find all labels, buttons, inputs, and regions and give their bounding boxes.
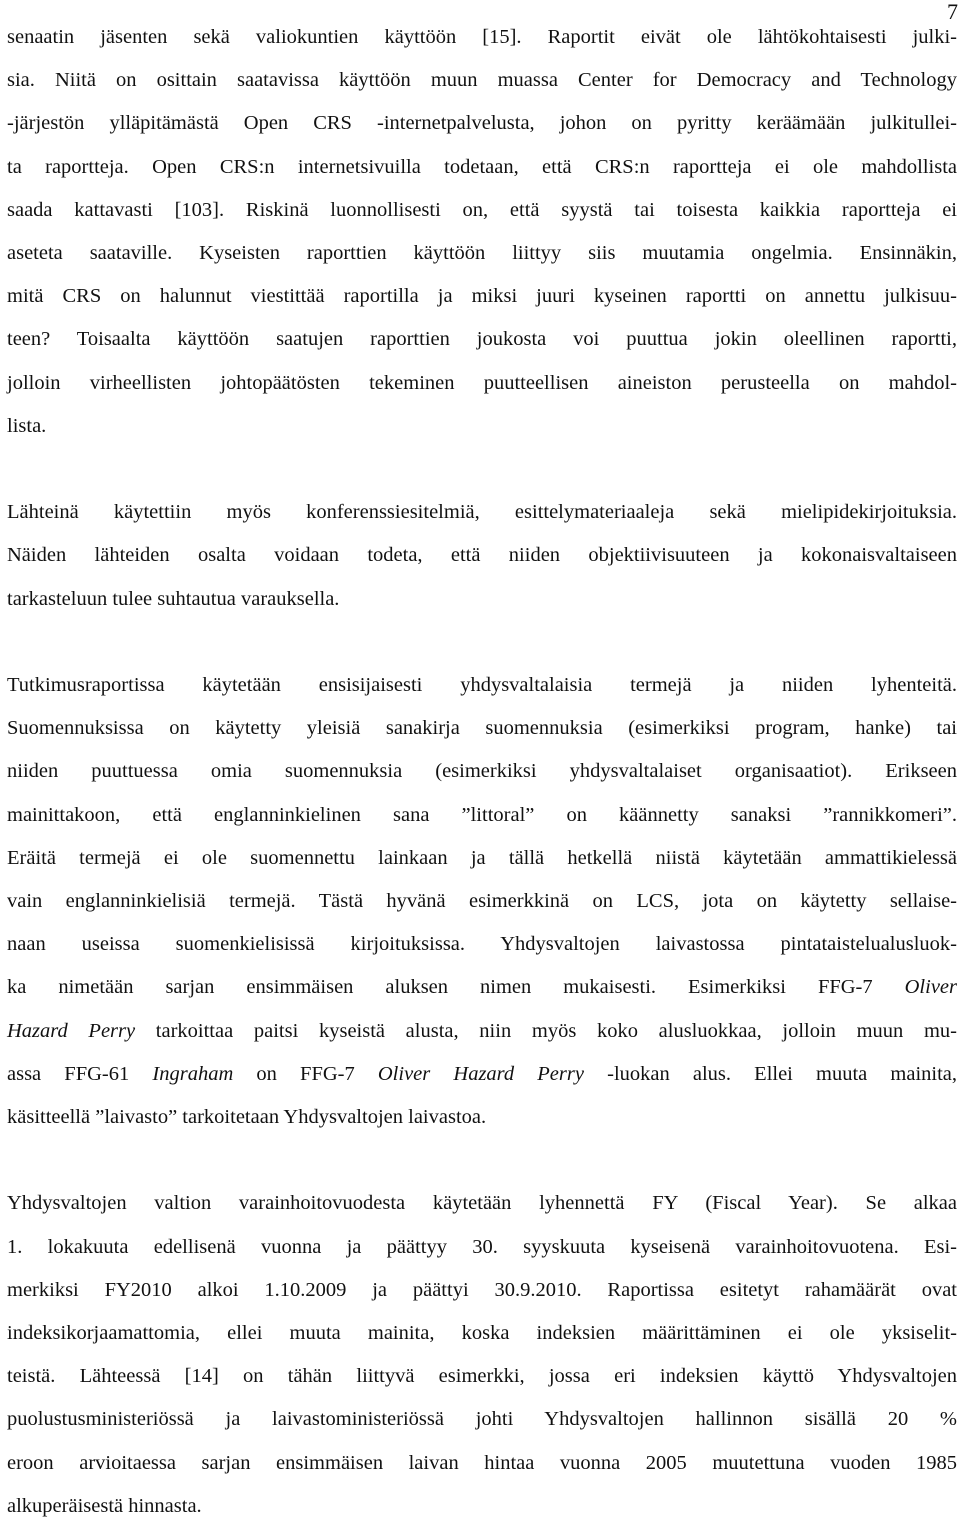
text-line: aseteta saataville. Kyseisten raporttien käyttöön liittyy siis muutamia ongelmia. Ensinnäkin, <box>7 242 957 265</box>
paragraph-crs-reports <box>7 16 957 448</box>
text-line: jolloin virheellisten johtopäätösten tekeminen puutteellisen aineiston perusteella on mahdol- <box>7 371 957 394</box>
italic-ship-name: Ingraham <box>152 1062 234 1085</box>
text-line: teen? Toisaalta käyttöön saatujen raporttien joukosta voi puuttua jokin oleellinen raportti, <box>7 328 957 351</box>
italic-ship-name: Oliver Hazard Perry <box>377 1062 584 1085</box>
text-line: teistä. Lähteessä [14] on tähän liittyvä esimerkki, jossa eri indeksien käyttö Yhdysvaltojen <box>7 1365 957 1388</box>
text-line: mitä CRS on halunnut viestittää raportilla ja miksi juuri kyseinen raportti on annettu julkisuu- <box>7 285 957 308</box>
text-run: ka nimetään sarjan ensimmäisen aluksen nimen mukaisesti. Esimerkiksi FFG-7 <box>7 976 905 999</box>
italic-ship-name: Hazard Perry <box>7 1019 136 1042</box>
text-line: saada kattavasti [103]. Riskinä luonnollisesti on, että syystä tai toisesta kaikkia raportteja ei <box>7 198 957 221</box>
text-line <box>7 1053 957 1096</box>
text-line: Suomennuksissa on käytetty yleisiä sanakirja suomennuksia (esimerkiksi program, hanke) tai <box>7 717 957 740</box>
text-line: senaatin jäsenten sekä valiokuntien käyttöön [15]. Raportit eivät ole lähtökohtaisesti julki- <box>7 26 957 48</box>
paragraph-spacer <box>7 621 957 664</box>
text-line: puolustusministeriössä ja laivastoministeriössä johti Yhdysvaltojen hallinnon sisällä 20 % <box>7 1408 957 1431</box>
text-line: indeksikorjaamattomia, ellei muuta mainita, koska indeksien määrittäminen ei ole yksiselit- <box>7 1322 957 1345</box>
text-line: -järjestön ylläpitämästä Open CRS -internetpalvelusta, johon on pyritty keräämään julkitullei- <box>7 112 957 135</box>
paragraph-spacer <box>7 448 957 491</box>
text-line: lista. <box>7 414 47 437</box>
page-number: 7 <box>947 0 958 24</box>
text-line: merkiksi FY2010 alkoi 1.10.2009 ja päättyi 30.9.2010. Raportissa esitetyt rahamäärät ovat <box>7 1278 957 1301</box>
text-line: vain englanninkielisiä termejä. Tästä hyvänä esimerkkinä on LCS, jota on käytetty sellaise- <box>7 890 957 913</box>
body-text <box>7 16 957 1528</box>
text-run: on FFG-7 <box>233 1062 378 1085</box>
text-line: sia. Niitä on osittain saatavissa käyttöön muun muassa Center for Democracy and Technology <box>7 69 957 92</box>
text-run: -luokan alus. Ellei muuta mainita, <box>583 1062 958 1085</box>
text-line: tarkasteluun tulee suhtautua varauksella. <box>7 587 340 610</box>
text-run: tarkoittaa paitsi kyseistä alusta, niin myös koko alusluokkaa, jolloin muun mu- <box>135 1019 957 1042</box>
text-line: niiden puuttuessa omia suomennuksia (esimerkiksi yhdysvaltalaiset organisaatiot). Erikseen <box>7 760 957 783</box>
text-line <box>7 1010 957 1053</box>
text-line: Yhdysvaltojen valtion varainhoitovuodesta käytetään lyhennettä FY (Fiscal Year). Se alkaa <box>7 1192 957 1215</box>
text-line: käsitteellä ”laivasto” tarkoitetaan Yhdysvaltojen laivastoa. <box>7 1106 487 1129</box>
text-line: Eräitä termejä ei ole suomennettu lainkaan ja tällä hetkellä niistä käytetään ammattikielessä <box>7 846 957 869</box>
paragraph-fiscal-year <box>7 1182 957 1528</box>
text-run: assa FFG-61 <box>7 1062 153 1085</box>
text-line: ta raportteja. Open CRS:n internetsivuilla todetaan, että CRS:n raportteja ei ole mahdollista <box>7 155 957 178</box>
text-line: eroon arvioitaessa sarjan ensimmäisen laivan hintaa vuonna 2005 muutettuna vuoden 1985 <box>7 1451 957 1474</box>
text-line: 1. lokakuuta edellisenä vuonna ja päättyy 30. syyskuuta kyseisenä varainhoitovuotena. Esi- <box>7 1235 957 1258</box>
text-line: naan useissa suomenkielisissä kirjoituksissa. Yhdysvaltojen laivastossa pintataistelualusluok- <box>7 933 957 956</box>
paragraph-sources <box>7 491 957 621</box>
text-line: mainittakoon, että englanninkielinen sana ”littoral” on käännetty sanaksi ”rannikkomeri”. <box>7 803 957 826</box>
text-line: Näiden lähteiden osalta voidaan todeta, että niiden objektiivisuuteen ja kokonaisvaltaiseen <box>7 544 957 567</box>
text-line: Lähteinä käytettiin myös konferenssiesitelmiä, esittelymateriaaleja sekä mielipidekirjoituksia. <box>7 501 957 524</box>
italic-ship-name: Oliver <box>904 976 957 999</box>
text-line: Tutkimusraportissa käytetään ensisijaisesti yhdysvaltalaisia termejä ja niiden lyhenteitä. <box>7 674 957 697</box>
text-line <box>7 966 957 1009</box>
paragraph-terminology <box>7 664 957 1139</box>
paragraph-spacer <box>7 1139 957 1182</box>
text-line: alkuperäisestä hinnasta. <box>7 1494 202 1517</box>
